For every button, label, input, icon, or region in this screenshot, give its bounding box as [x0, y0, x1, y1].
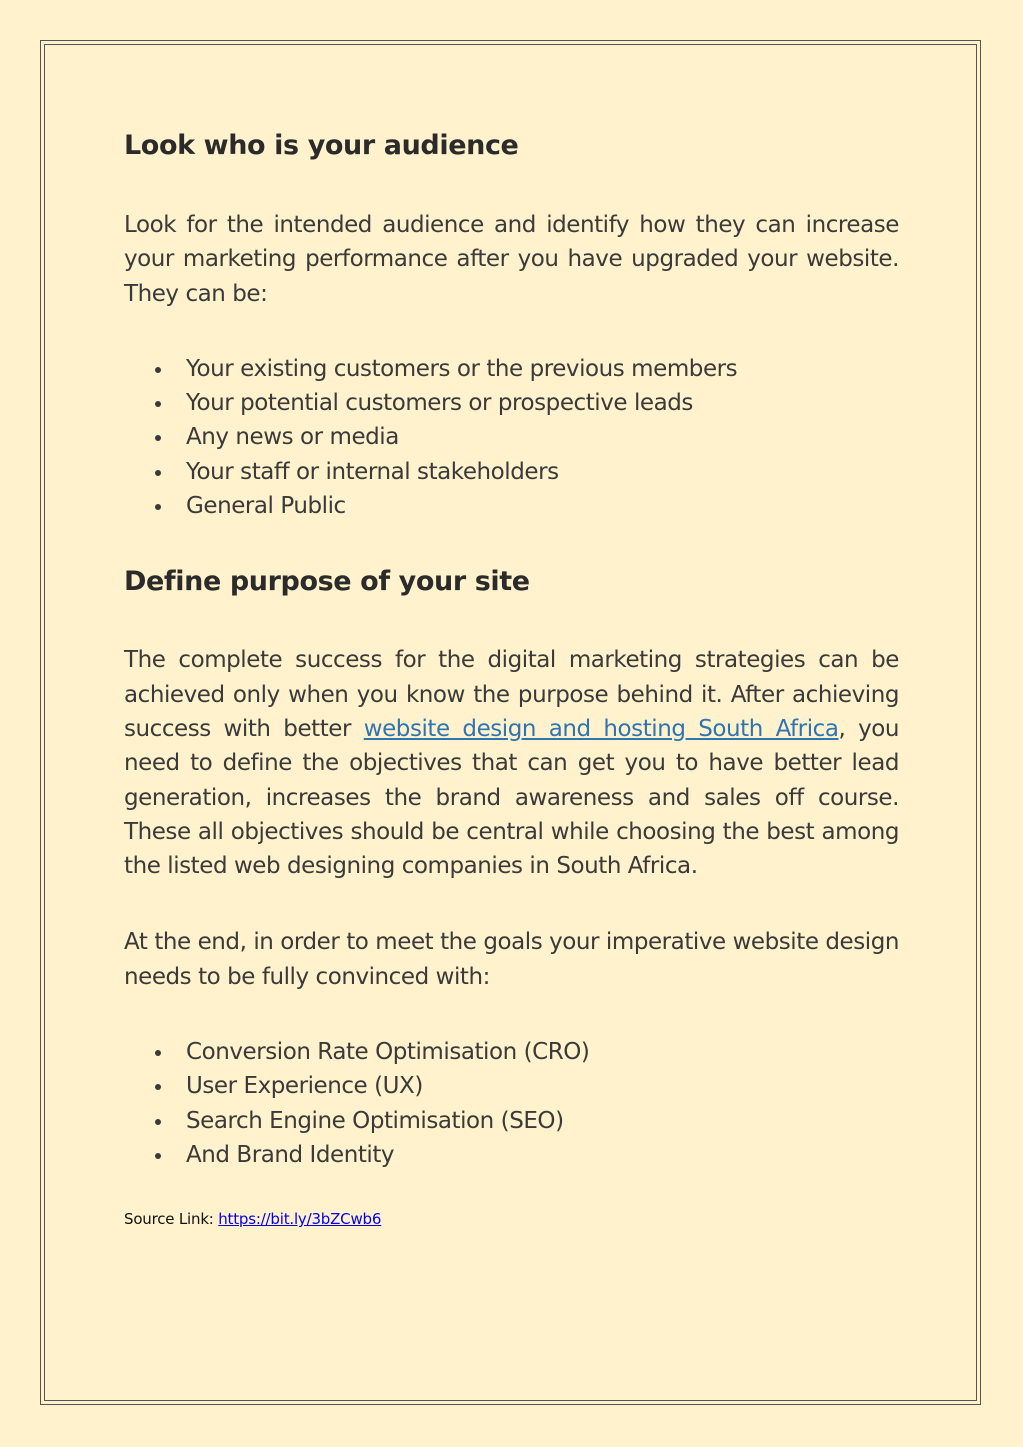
purpose-text-before-link: The complete success for the digital marketing strategies can be achieved only when you know the purpose behind it. After achieving success with better — [124, 647, 899, 742]
list-item-text: Your existing customers or the previous members — [186, 355, 738, 382]
bullet-icon — [155, 1153, 161, 1159]
bullet-icon — [155, 504, 161, 510]
list-item — [124, 1035, 899, 1069]
list-item-text: Your staff or internal stakeholders — [186, 458, 559, 485]
list-item-text: User Experience (UX) — [186, 1073, 423, 1100]
bullet-icon — [155, 435, 161, 441]
source-line — [124, 1209, 899, 1229]
bullet-icon — [155, 1084, 161, 1090]
list-item — [124, 1104, 899, 1138]
bullet-icon — [155, 470, 161, 476]
list-item-text: General Public — [186, 493, 346, 520]
list-item — [124, 455, 899, 489]
document-content — [124, 128, 899, 1229]
list-item-text: Search Engine Optimisation (SEO) — [186, 1107, 564, 1134]
source-link[interactable]: https://bit.ly/3bZCwb6 — [218, 1210, 382, 1229]
goals-paragraph: At the end, in order to meet the goals your imperative website design needs to be fully convinced with: — [124, 929, 899, 990]
source-label: Source Link: — [124, 1210, 219, 1229]
goals-list — [124, 1035, 899, 1172]
section-heading-purpose: Define purpose of your site — [124, 566, 530, 598]
bullet-icon — [155, 401, 161, 407]
purpose-paragraph — [124, 643, 899, 883]
list-item — [124, 1138, 899, 1172]
list-item — [124, 489, 899, 523]
audience-paragraph: Look for the intended audience and identify how they can increase your marketing performance after you have upgraded your website. They can be: — [124, 212, 899, 307]
website-design-link[interactable]: website design and hosting South Africa — [363, 715, 839, 742]
list-item-text: Conversion Rate Optimisation (CRO) — [186, 1039, 590, 1066]
list-item — [124, 386, 899, 420]
bullet-icon — [155, 1119, 161, 1125]
list-item — [124, 420, 899, 454]
list-item — [124, 352, 899, 386]
audience-list — [124, 352, 899, 523]
list-item-text: And Brand Identity — [186, 1141, 395, 1168]
bullet-icon — [155, 1050, 161, 1056]
list-item-text: Any news or media — [186, 424, 399, 451]
purpose-text-after-link: , you need to define the objectives that can get you to have better lead generation, increases the brand awareness and sales off course. These all objectives should be central while choosing the best among the listed web designing companies in South Africa. — [124, 715, 899, 880]
bullet-icon — [155, 367, 161, 373]
list-item — [124, 1069, 899, 1103]
section-heading-audience: Look who is your audience — [124, 130, 519, 161]
list-item-text: Your potential customers or prospective leads — [186, 390, 693, 417]
